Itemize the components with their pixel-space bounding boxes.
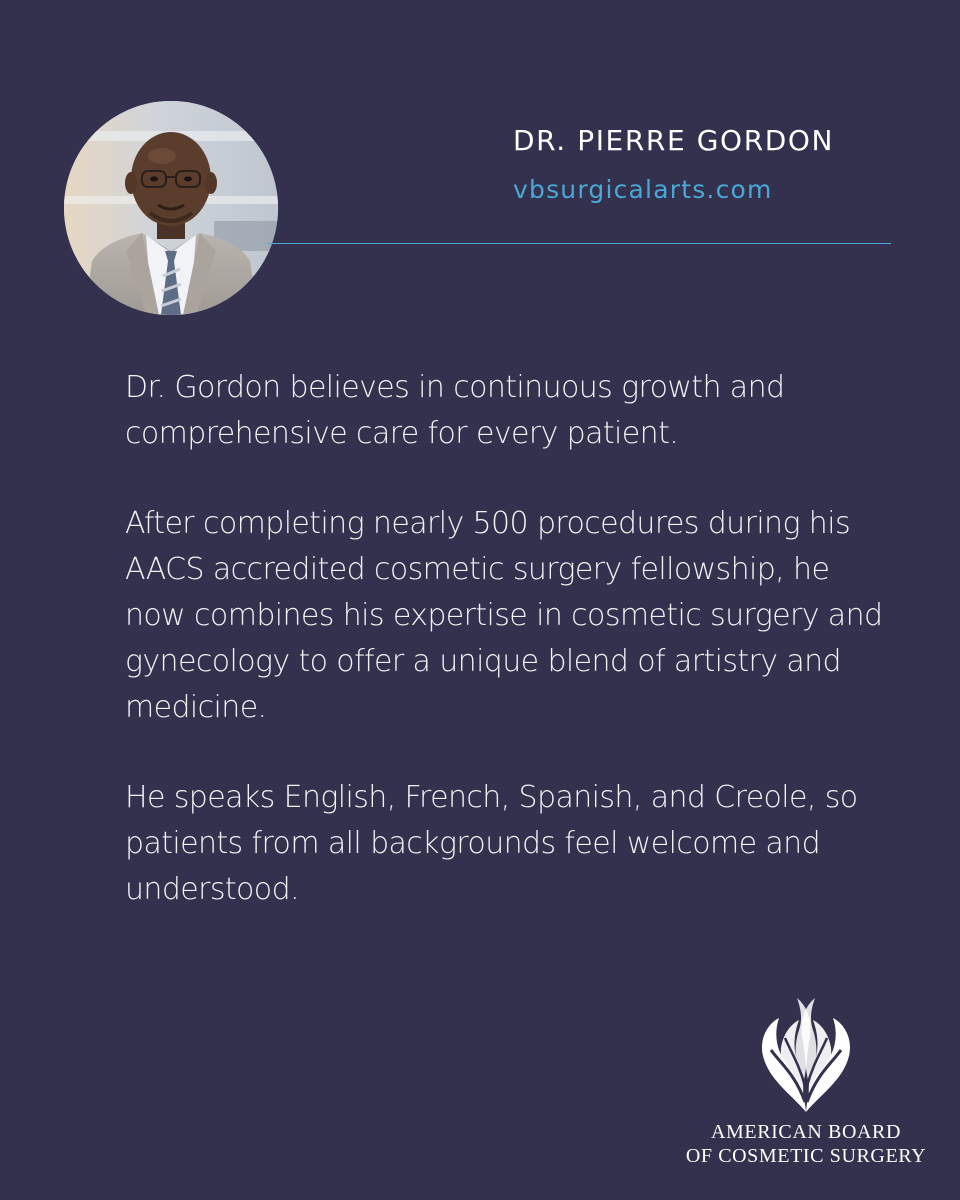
bio-paragraph-3: He speaks English, French, Spanish, and Creole, so patients from all backgrounds feel welcome and understood.: [125, 780, 858, 907]
flame-wings-icon: [751, 990, 861, 1120]
abcs-logo: [676, 990, 936, 1180]
logo-text-line-1: AMERICAN BOARD: [710, 1121, 902, 1143]
bio-section: [125, 365, 895, 957]
bio-paragraph-2: After completing nearly 500 procedures during his AACS accredited cosmetic surgery fellowship, he now combines his expertise in cosmetic surgery and gynecology to offer a unique blend of artistry and medicine.: [125, 506, 883, 725]
logo-text-line-2: OF COSMETIC SURGERY: [685, 1145, 927, 1167]
header-divider: [268, 243, 891, 244]
website-link[interactable]: vbsurgicalarts.com: [513, 175, 773, 204]
bio-paragraph-1: Dr. Gordon believes in continuous growth and comprehensive care for every patient.: [125, 370, 785, 451]
doctor-portrait: [64, 101, 278, 315]
doctor-name: DR. PIERRE GORDON: [513, 124, 835, 157]
doctor-portrait-image: [64, 101, 278, 315]
